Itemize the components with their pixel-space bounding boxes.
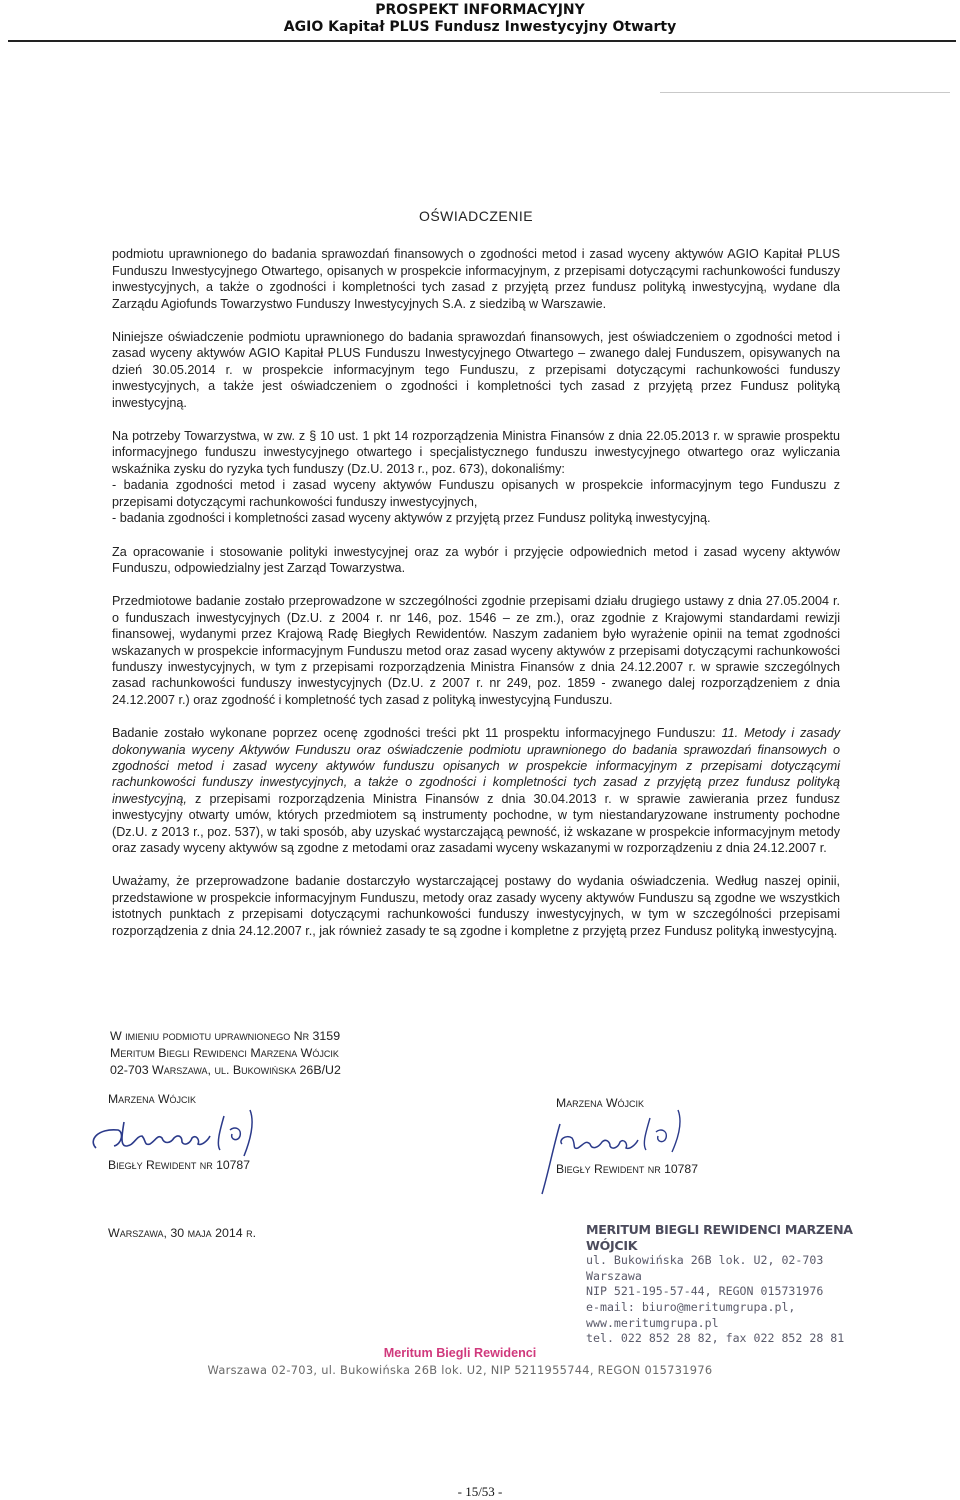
footer-company-address: Warszawa 02-703, ul. Bukowińska 26B lok. U2, NIP 5211955744, REGON 015731976 — [207, 1363, 713, 1377]
place-and-date: Warszawa, 30 maja 2014 r. — [108, 1226, 257, 1240]
paragraph-5-rest: z przepisami rozporządzenia Ministra Finansów z dnia 30.04.2013 r. w sprawie zawierania przez fundusz inwestycyjny otwarty umów, których przedmiotem są instrumenty pochodne, w tym niestandaryzowane instrumenty pochodne (Dz.U. z 2013 r., poz. 537), w taki sposób, aby uzyskać wystarczającą pewność, iż wskazane w prospekcie informacyjnym metody oraz zasady wyceny aktywów są zgodne z metodami oraz zasadami wyceny wskazanymi w rozporządzeniu z dnia 24.12.2007 r. — [112, 791, 840, 855]
paragraph-6: Uważamy, że przeprowadzone badanie dostarczyło wystarczającej postawy do wydania oświadczenia. Według naszej opinii, przedstawione w prospekcie informacyjnym Funduszu, metody oraz zasady wyceny aktywów Funduszu są zgodne we wszystkich istotnych punktach z przepisami dotyczącymi rachunkowości funduszy inwestycyjnych, w tym w szczególności przepisami rozporządzenia z dnia 24.12.2007 r., jak również zasady te są zgodne i kompletne z przyjętą przez Fundusz polityką inwestycyjną. — [112, 874, 840, 938]
paragraph-5-quoted-title: 11. Metody i zasady dokonywania wyceny Aktywów Funduszu oraz oświadczenie podmiotu uprawnionego do badania sprawozdań finansowych o zgodności metod i zasad wyceny aktywów funduszu opisanych w prospekcie informacyjnym z przepisami dotyczącymi rachunkowości funduszy inwestycyjnych, a także o zgodności i kompletności tych zasad z przyjętą przez fundusz polityką inwestycyjną, — [112, 726, 840, 806]
paragraph-4: Przedmiotowe badanie zostało przeprowadzone w szczególności zgodnie przepisami działu drugiego ustawy z dnia 27.05.2004 r. o funduszach inwestycyjnych (Dz.U. z 2004 r. nr 146, poz. 1546 – ze zm.), oraz zgodnie z Krajowymi standardami rewizji finansowej, wydanymi przez Krajową Radę Biegłych Rewidentów. Naszym zadaniem było wyrażenie opinii na temat zgodności wskazanych w prospekcie informacyjnym Funduszu metod oraz zasad wyceny aktywów z przepisami dotyczącymi rachunkowości funduszy inwestycyjnych, w tym z przepisami rozporządzenia Ministra Finansów z dnia 24.12.2007 r. w sprawie szczególnych zasad rachunkowości funduszy inwestycyjnych (Dz.U. z 2007 r. nr 249, poz. 1859 - zwanego dalej rozporządzeniem z dnia 24.12.2007 r.) oraz zgodność i kompletność tych zasad z polityką inwestycyjną Funduszu. — [112, 594, 840, 707]
signer-title: Biegły Rewident nr 10787 — [556, 1162, 698, 1176]
paragraph-5 — [112, 725, 840, 856]
auditor-line-1: W imieniu podmiotu uprawnionego Nr 3159 — [110, 1029, 341, 1043]
stamp-line: e-mail: biuro@meritumgrupa.pl, www.meritumgrupa.pl — [586, 1299, 796, 1330]
audit-scope-list — [112, 477, 840, 526]
auditor-block — [110, 1028, 440, 1079]
stamp-line: NIP 521-195-57-44, REGON 015731976 — [586, 1284, 824, 1299]
header-rule — [8, 40, 956, 42]
stamp-title: MERITUM BIEGLI REWIDENCI MARZENA WÓJCIK — [586, 1222, 853, 1253]
signer-name: Marzena Wójcik — [108, 1092, 197, 1106]
footer-stamp — [180, 1346, 740, 1377]
page-header — [0, 0, 960, 40]
page-number: - 15/53 - — [457, 1484, 503, 1499]
intro-paragraph: podmiotu uprawnionego do badania sprawozdań finansowych o zgodności metod i zasad wyceny aktywów AGIO Kapitał PLUS Funduszu Inwestycyjnego Otwartego, opisanych w prospekcie informacyjnym, z przepisami dotyczącymi rachunkowości funduszy inwestycyjnych, a także o zgodności i kompletności tych zasad z przyjętą przez fundusz polityką inwestycyjną, wydane dla Zarządu Agiofunds Towarzystwo Funduszy Inwestycyjnych S.A. z siedzibą w Warszawie. — [112, 247, 840, 311]
auditor-line-2: Meritum Biegli Rewidenci Marzena Wójcik — [110, 1046, 339, 1060]
header-line-2: AGIO Kapitał PLUS Fundusz Inwestycyjny Otwarty — [283, 19, 677, 35]
document-title: OŚWIADCZENIE — [418, 208, 534, 224]
company-stamp — [586, 1222, 856, 1347]
header-line-1: PROSPEKT INFORMACYJNY — [375, 2, 585, 18]
audit-scope-item: - badania zgodności i kompletności zasad wyceny aktywów z przyjętą przez Fundusz polityką inwestycyjną. — [112, 511, 711, 526]
signature-block-right — [556, 1096, 816, 1196]
stamp-line: tel. 022 852 28 82, fax 022 852 28 81 — [586, 1331, 845, 1346]
signature-block-left — [108, 1092, 368, 1182]
paragraph-2-text: Na potrzeby Towarzystwa, w zw. z § 10 ust. 1 pkt 14 rozporządzenia Ministra Finansów z dnia 22.05.2013 r. w sprawie prospektu informacyjnego funduszu inwestycyjnego otwartego i specjalistycznego funduszu inwestycyjnego otwartego oraz wyliczania wskaźnika zysku do ryzyka tych funduszy (Dz.U. 2013 r., poz. 673), dokonaliśmy: — [112, 429, 840, 476]
paragraph-1: Niniejsze oświadczenie podmiotu uprawnionego do badania sprawozdań finansowych, jest oświadczeniem o zgodności metod i zasad wyceny aktywów AGIO Kapitał PLUS Funduszu Inwestycyjnego Otwartego – zwanego dalej Funduszem, opisywanych na dzień 30.05.2014 r. w prospekcie informacyjnym tego Funduszu, z przepisami dotyczącymi rachunkowości funduszy inwestycyjnych, a także jest oświadczeniem o zgodności i kompletności tych zasad z przyjętą przez Fundusz polityką inwestycyjną. — [112, 330, 840, 410]
paragraph-3: Za opracowanie i stosowanie polityki inwestycyjnej oraz za wybór i przyjęcie odpowiednich metod i zasad wyceny aktywów Funduszu, odpowiedzialny jest Zarząd Towarzystwa. — [112, 544, 840, 575]
signer-name: Marzena Wójcik — [556, 1096, 645, 1110]
audit-scope-item: - badania zgodności metod i zasad wyceny aktywów Funduszu opisanych w prospekcie informacyjnym tego Funduszu z przepisami dotyczącymi rachunkowości funduszy inwestycyjnych, — [112, 478, 840, 509]
stamp-line: ul. Bukowińska 26B lok. U2, 02-703 Warszawa — [586, 1253, 824, 1283]
scan-edge-line — [660, 92, 950, 93]
paragraph-5-lead: Badanie zostało wykonane poprzez ocenę zgodności treści pkt 11 prospektu informacyjnego Funduszu: — [112, 726, 722, 741]
signer-title: Biegły Rewident nr 10787 — [108, 1158, 250, 1172]
scanned-statement — [112, 208, 840, 939]
auditor-line-3: 02-703 Warszawa, ul. Bukowińska 26B/U2 — [110, 1063, 341, 1077]
handwritten-signature-icon — [532, 1104, 752, 1204]
footer-company-name: Meritum Biegli Rewidenci — [383, 1346, 537, 1360]
paragraph-2 — [112, 428, 840, 477]
